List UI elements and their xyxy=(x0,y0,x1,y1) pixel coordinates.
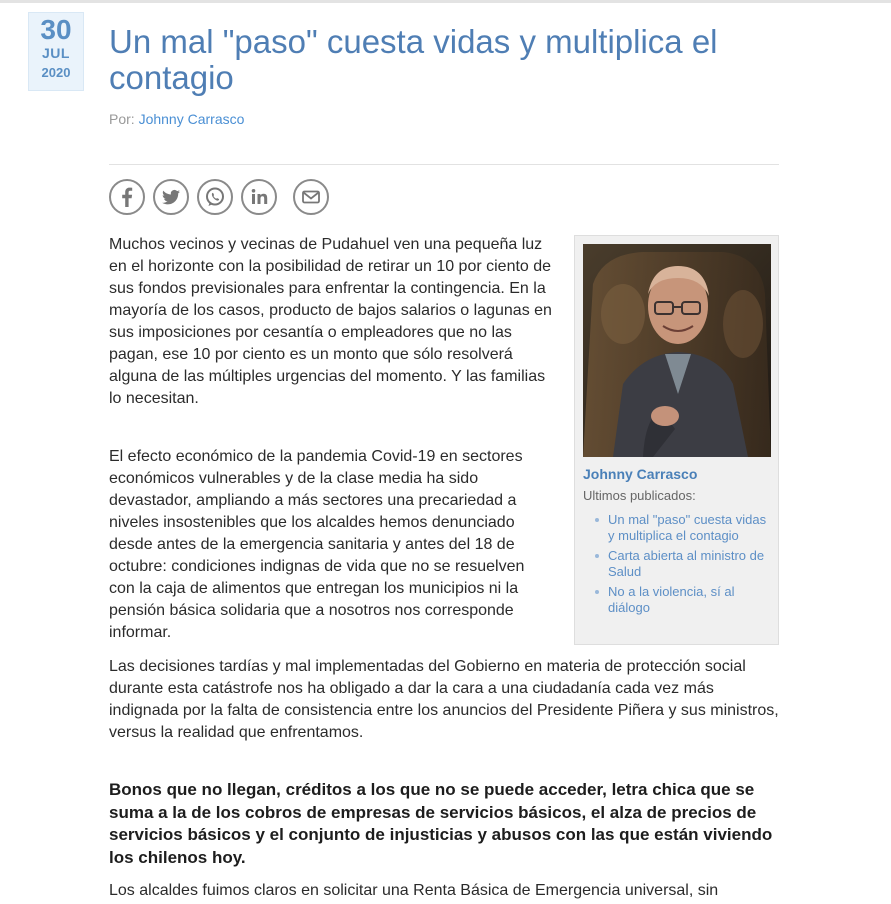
facebook-share-button[interactable] xyxy=(109,179,145,215)
latest-posts-label: Ultimos publicados: xyxy=(583,488,696,503)
email-share-button[interactable] xyxy=(293,179,329,215)
whatsapp-share-button[interactable] xyxy=(197,179,233,215)
article-title: Un mal "paso" cuesta vidas y multiplica el contagio xyxy=(109,23,718,96)
date-year: 2020 xyxy=(41,65,71,80)
date-badge xyxy=(28,12,84,91)
whatsapp-icon xyxy=(199,181,231,213)
author-link[interactable]: Johnny Carrasco xyxy=(138,111,245,127)
divider xyxy=(109,164,779,165)
byline xyxy=(109,111,244,127)
latest-posts-list xyxy=(583,512,773,620)
article-paragraph: Los alcaldes fuimos claros en solicitar una Renta Básica de Emergencia universal, sin xyxy=(109,882,719,899)
article-highlight-paragraph: Bonos que no llegan, créditos a los que no se puede acceder, letra chica que se suma a la de los cobros de empresas de servicios básicos, el alza de precios de servicios básicos y el conjunto de injusticias y abusos con las que están viviendo los chilenos hoy. xyxy=(109,780,773,867)
latest-post-link[interactable]: Carta abierta al ministro de Salud xyxy=(583,548,773,580)
date-day: 30 xyxy=(40,14,72,45)
facebook-icon xyxy=(111,181,143,213)
latest-post-link[interactable]: Un mal "paso" cuesta vidas y multiplica el contagio xyxy=(583,512,773,544)
byline-prefix: Por: xyxy=(109,111,135,127)
author-photo xyxy=(583,244,771,457)
email-icon xyxy=(295,181,327,213)
author-portrait-image xyxy=(583,244,771,457)
latest-post-link[interactable]: No a la violencia, sí al diálogo xyxy=(583,584,773,616)
article-paragraph: Muchos vecinos y vecinas de Pudahuel ven una pequeña luz en el horizonte con la posibilidad de retirar un 10 por ciento de sus fondos previsionales para enfrentar la contingencia. En la mayoría de los casos, producto de bajos salarios o lagunas en sus imposiciones por cesantía o empleadores que no las pagan, ese 10 por ciento es un monto que sólo resolverá alguna de las múltiples urgencias del momento. Y las familias lo necesitan. xyxy=(109,236,552,407)
linkedin-share-button[interactable] xyxy=(241,179,277,215)
article-paragraph: Las decisiones tardías y mal implementadas del Gobierno en materia de protección social durante esta catástrofe nos ha obligado a dar la cara a una ciudadanía cada vez más indignada por la falta de consistencia entre los anuncios del Presidente Piñera y sus ministros, versus la realidad que enfrentamos. xyxy=(109,658,779,741)
sidebar-author-name[interactable]: Johnny Carrasco xyxy=(583,466,698,482)
linkedin-icon xyxy=(243,181,275,213)
article-paragraph: El efecto económico de la pandemia Covid-19 en sectores económicos vulnerables y de la clase media ha sido devastador, ampliando a más sectores una precariedad a niveles insostenibles que los alcaldes hemos denunciado desde antes de la emergencia sanitaria y antes del 18 de octubre: condiciones indignas de vida que no se resuelven con la caja de alimentos que entregan los municipios ni la pensión básica solidaria que a nosotros nos corresponde informar. xyxy=(109,448,525,641)
author-sidebar xyxy=(574,235,779,645)
twitter-icon xyxy=(155,181,187,213)
top-divider xyxy=(0,0,891,3)
twitter-share-button[interactable] xyxy=(153,179,189,215)
date-month: JUL xyxy=(42,45,70,61)
